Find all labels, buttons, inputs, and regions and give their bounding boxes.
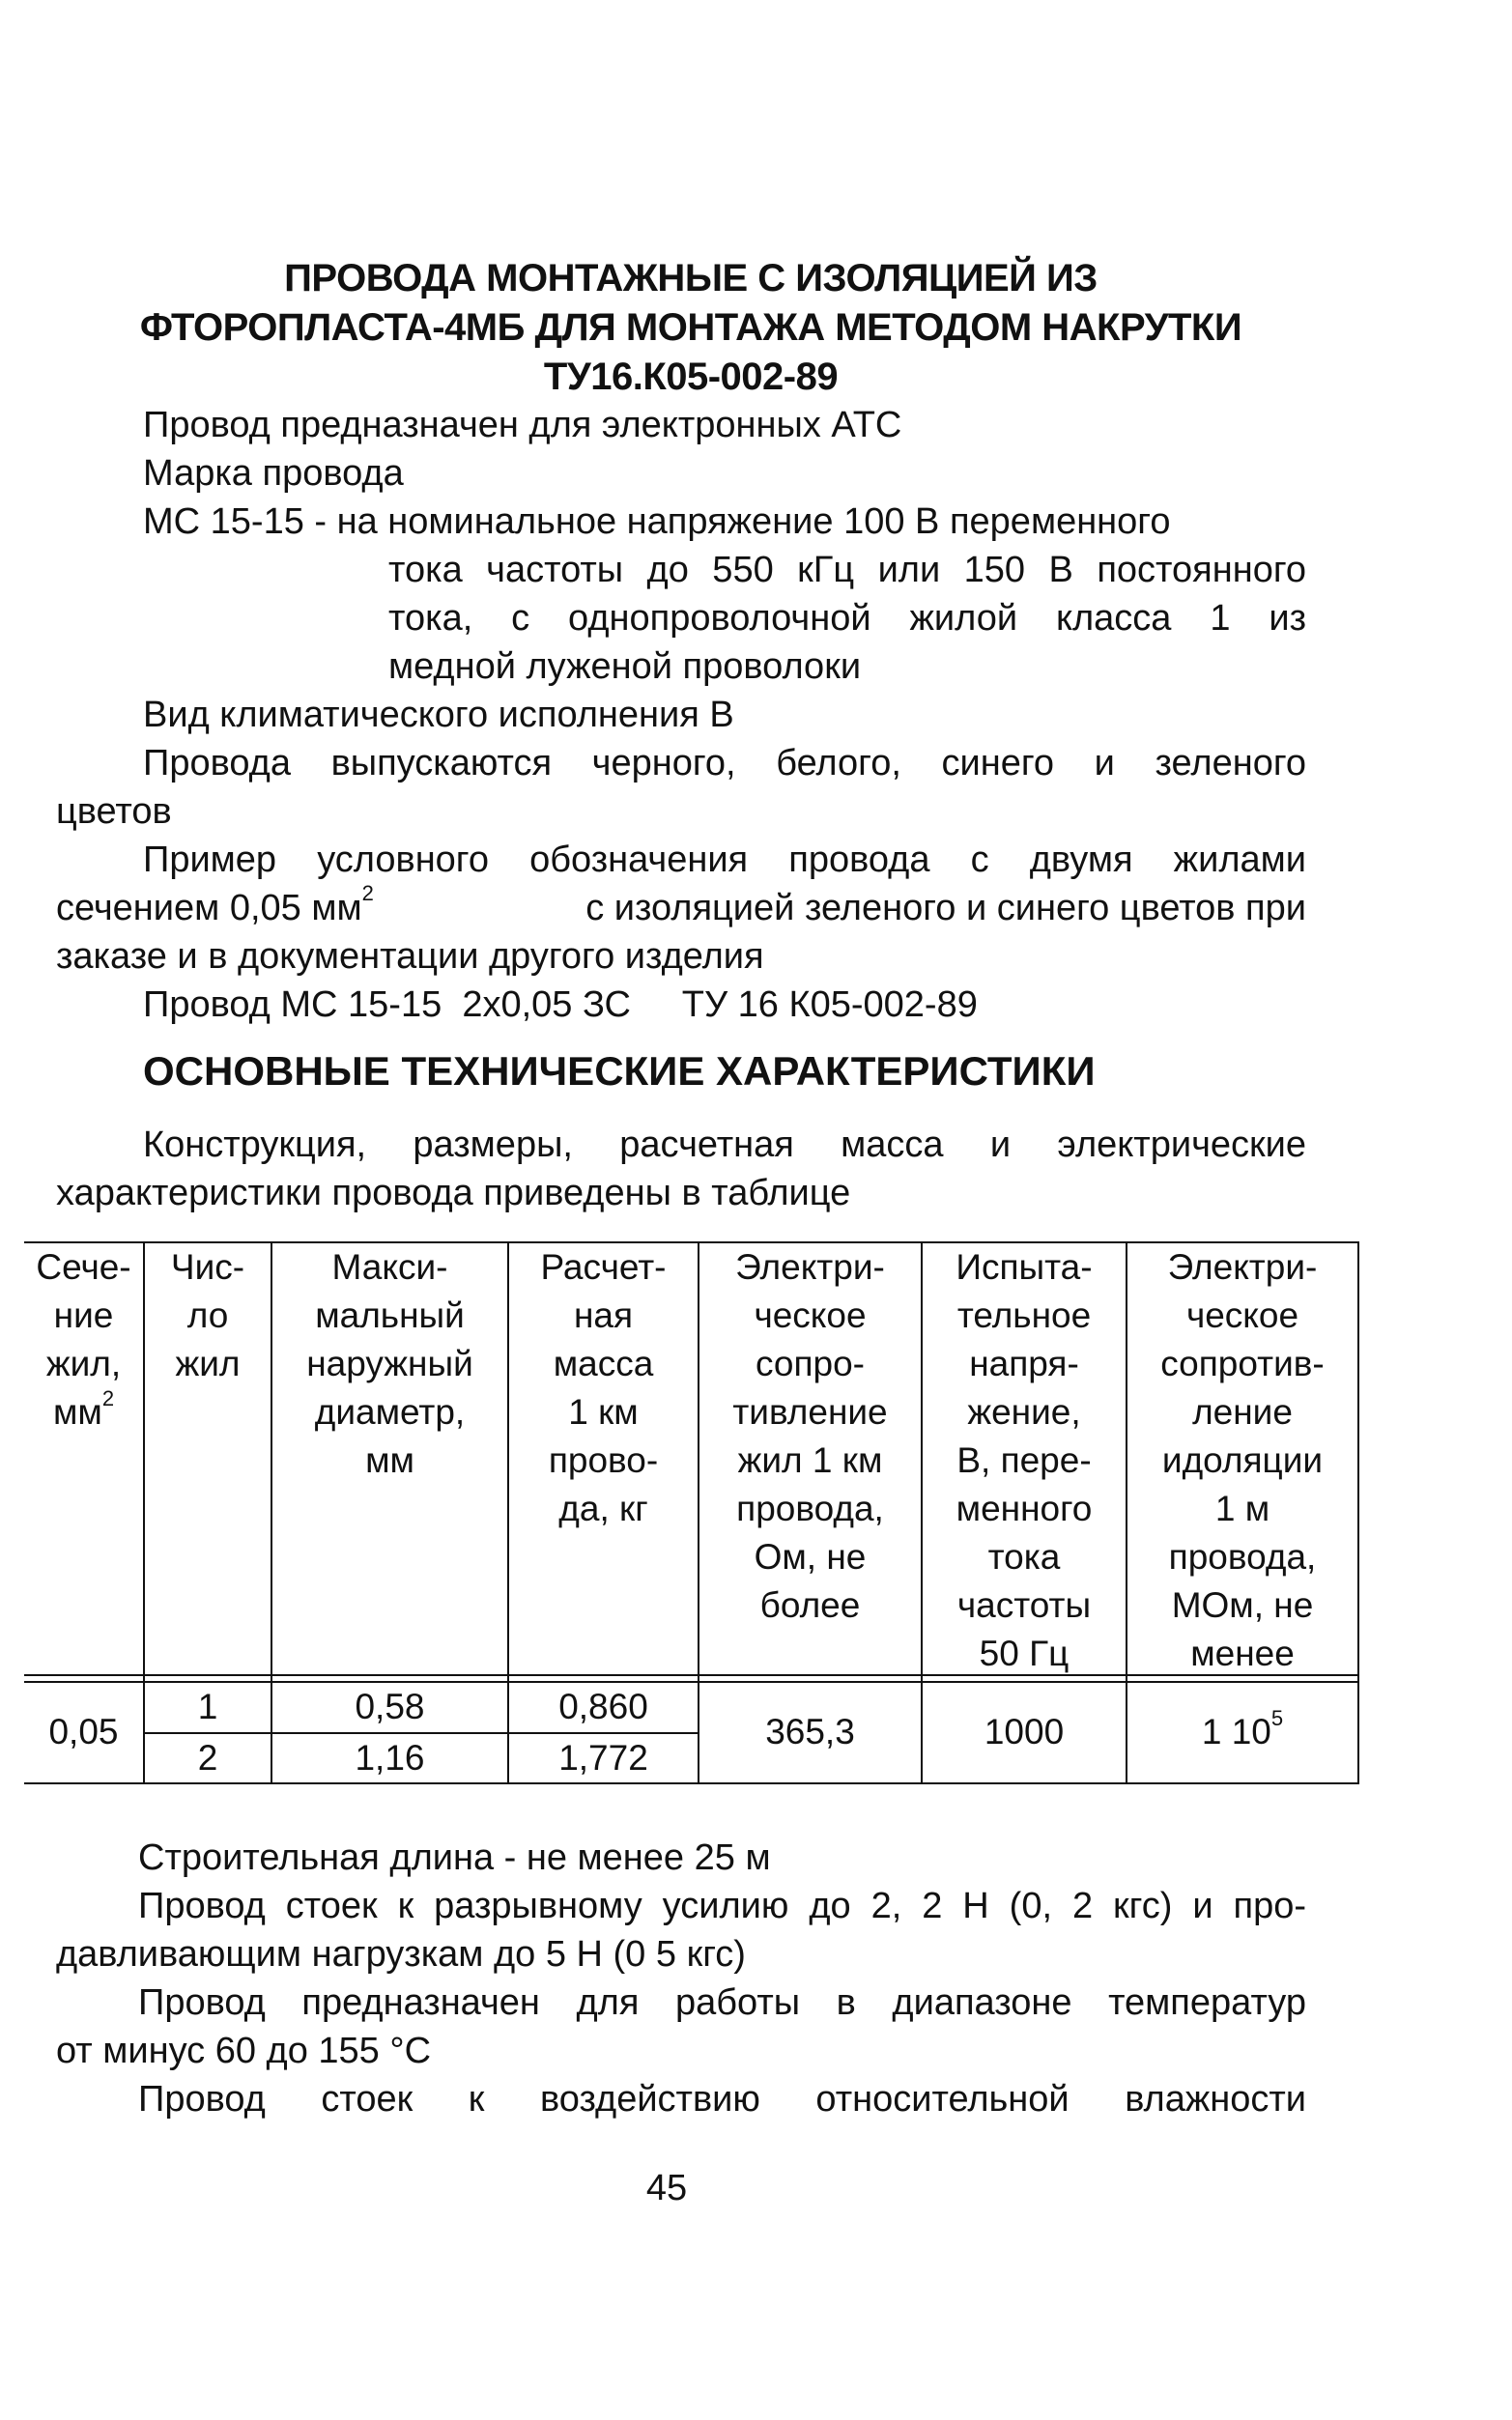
header-resistance-l5: жил 1 км bbox=[737, 1440, 883, 1480]
cell-diameter-2: 1,16 bbox=[355, 1738, 425, 1778]
header-insulation-l8: МОм, не bbox=[1171, 1585, 1314, 1625]
header-mass bbox=[509, 1243, 698, 1533]
header-section-l4 bbox=[24, 1385, 143, 1437]
example-line-2 bbox=[56, 881, 1306, 932]
header-cores-l3: жил bbox=[175, 1344, 241, 1383]
colors-line-2: цветов bbox=[56, 791, 172, 832]
brand-line-1: МС 15-15 - на номинальное напряжение 100 В переменного bbox=[143, 501, 1171, 542]
header-voltage-l6: менного bbox=[956, 1489, 1093, 1528]
purpose-text: Провод предназначен для электронных АТС bbox=[143, 405, 902, 445]
header-resistance-l7: Ом, не bbox=[754, 1537, 867, 1577]
header-section-unit: мм bbox=[52, 1392, 102, 1432]
header-mass-l5: прово- bbox=[548, 1440, 659, 1480]
header-diameter-l4: диаметр, bbox=[314, 1392, 466, 1432]
header-voltage-l7: тока bbox=[987, 1537, 1061, 1577]
cell-insulation-base: 1 10 bbox=[1201, 1712, 1271, 1751]
table-bottom-border bbox=[24, 1782, 1359, 1784]
brand-label: Марка провода bbox=[143, 453, 404, 494]
header-insulation-l3: сопротив- bbox=[1160, 1344, 1325, 1383]
header-insulation-l2: ческое bbox=[1185, 1295, 1299, 1335]
cell-mass-1: 0,860 bbox=[558, 1687, 648, 1726]
cell-insulation-sup: 5 bbox=[1270, 1705, 1284, 1730]
title-line-2: ФТОРОПЛАСТА-4МБ ДЛЯ МОНТАЖА МЕТОДОМ НАКРУТКИ bbox=[139, 306, 1242, 349]
header-mass-l2: ная bbox=[573, 1295, 634, 1335]
header-mass-l1: Расчет- bbox=[540, 1247, 667, 1287]
cell-cores-1: 1 bbox=[197, 1687, 218, 1726]
header-resistance-l8: более bbox=[759, 1585, 861, 1625]
page-number: 45 bbox=[645, 2168, 688, 2208]
specs-table bbox=[24, 1241, 1357, 1784]
header-resistance bbox=[699, 1243, 921, 1630]
header-test-voltage bbox=[923, 1243, 1126, 1678]
header-resistance-l6: провода, bbox=[736, 1489, 884, 1528]
header-resistance-l1: Электри- bbox=[735, 1247, 885, 1287]
cell-diameter-1: 0,58 bbox=[355, 1687, 425, 1726]
table-intro-line-2: характеристики провода приведены в таблице bbox=[56, 1173, 851, 1213]
colors-line-1: Провода выпускаются черного, белого, синего и зеленого bbox=[143, 743, 1306, 783]
header-resistance-l4: тивление bbox=[732, 1392, 888, 1432]
cell-mass-2: 1,772 bbox=[558, 1738, 648, 1778]
example-line-1: Пример условного обозначения провода с двумя жилами bbox=[143, 840, 1306, 880]
header-section-l1: Сече- bbox=[36, 1247, 131, 1287]
header-section-sup: 2 bbox=[101, 1385, 115, 1410]
table-intro-line-1: Конструкция, размеры, расчетная масса и электрические bbox=[143, 1125, 1306, 1165]
header-diameter-l3: наружный bbox=[306, 1344, 473, 1383]
col-line-7 bbox=[1357, 1241, 1359, 1784]
temp-line-2: от минус 60 до 155 °С bbox=[56, 2031, 432, 2071]
header-insulation-l6: 1 м bbox=[1214, 1489, 1270, 1528]
header-resistance-l2: ческое bbox=[754, 1295, 867, 1335]
header-resistance-l3: сопро- bbox=[755, 1344, 865, 1383]
header-diameter bbox=[272, 1243, 507, 1485]
brand-line-3: тока, с однопроволочной жилой класса 1 из bbox=[388, 598, 1306, 639]
header-cores bbox=[145, 1243, 271, 1388]
example-line-2a: сечением 0,05 мм bbox=[56, 888, 362, 928]
cell-resistance: 365,3 bbox=[765, 1712, 855, 1751]
temp-line-1: Провод предназначен для работы в диапазоне температур bbox=[138, 1982, 1306, 2023]
cell-section: 0,05 bbox=[48, 1712, 119, 1751]
header-cores-l2: ло bbox=[186, 1295, 229, 1335]
header-section-l2: ние bbox=[53, 1295, 114, 1335]
header-voltage-l8: частоты bbox=[956, 1585, 1092, 1625]
brand-line-2: тока частоты до 550 кГц или 150 В постоянного bbox=[388, 550, 1306, 590]
header-diameter-l1: Макси- bbox=[331, 1247, 448, 1287]
tensile-line-2: давливающим нагрузкам до 5 Н (0 5 кгс) bbox=[56, 1934, 746, 1975]
header-insulation-l1: Электри- bbox=[1167, 1247, 1318, 1287]
header-insulation-l4: ление bbox=[1192, 1392, 1293, 1432]
title-line-3: ТУ16.К05-002-89 bbox=[543, 356, 839, 398]
header-mass-l6: да, кг bbox=[558, 1489, 648, 1528]
header-insulation-l7: провода, bbox=[1168, 1537, 1317, 1577]
climate-text: Вид климатического исполнения В bbox=[143, 695, 734, 735]
header-voltage-l2: тельное bbox=[956, 1295, 1092, 1335]
section-heading: ОСНОВНЫЕ ТЕХНИЧЕСКИЕ ХАРАКТЕРИСТИКИ bbox=[143, 1048, 1096, 1094]
humidity-line-1: Провод стоек к воздействию относительной влажности bbox=[138, 2079, 1306, 2120]
title-line-1: ПРОВОДА МОНТАЖНЫЕ С ИЗОЛЯЦИЕЙ ИЗ bbox=[284, 257, 1098, 299]
header-voltage-l1: Испыта- bbox=[956, 1247, 1093, 1287]
cell-insulation bbox=[1127, 1705, 1357, 1756]
header-insulation-l5: идоляции bbox=[1161, 1440, 1324, 1480]
tensile-line-1: Провод стоек к разрывному усилию до 2, 2 Н (0, 2 кгс) и про- bbox=[138, 1886, 1306, 1926]
header-voltage-l4: жение, bbox=[967, 1392, 1081, 1432]
header-mass-l3: масса bbox=[553, 1344, 654, 1383]
header-mass-l4: 1 км bbox=[568, 1392, 639, 1432]
header-diameter-l2: мальный bbox=[315, 1295, 465, 1335]
header-cores-l1: Чис- bbox=[170, 1247, 245, 1287]
header-section-l3: жил, bbox=[45, 1344, 122, 1383]
example-line-2b: с изоляцией зеленого и синего цветов при bbox=[585, 888, 1306, 928]
cell-cores-2: 2 bbox=[197, 1738, 218, 1778]
header-voltage-l9: 50 Гц bbox=[979, 1634, 1070, 1673]
header-insulation bbox=[1127, 1243, 1357, 1678]
header-voltage-l5: В, пере- bbox=[956, 1440, 1092, 1480]
brand-line-4: медной луженой проволоки bbox=[388, 646, 862, 687]
example-line-3: заказе и в документации другого изделия bbox=[56, 936, 764, 977]
header-insulation-l9: менее bbox=[1190, 1634, 1295, 1673]
header-section bbox=[24, 1243, 143, 1437]
example-sup: 2 bbox=[361, 881, 374, 906]
header-diameter-l5: мм bbox=[365, 1440, 414, 1480]
header-voltage-l3: напря- bbox=[969, 1344, 1079, 1383]
cell-test-voltage: 1000 bbox=[984, 1712, 1065, 1751]
length-text: Строительная длина - не менее 25 м bbox=[138, 1837, 771, 1878]
example-code: Провод МС 15-15 2х0,05 ЗС ТУ 16 К05-002-89 bbox=[143, 984, 978, 1025]
